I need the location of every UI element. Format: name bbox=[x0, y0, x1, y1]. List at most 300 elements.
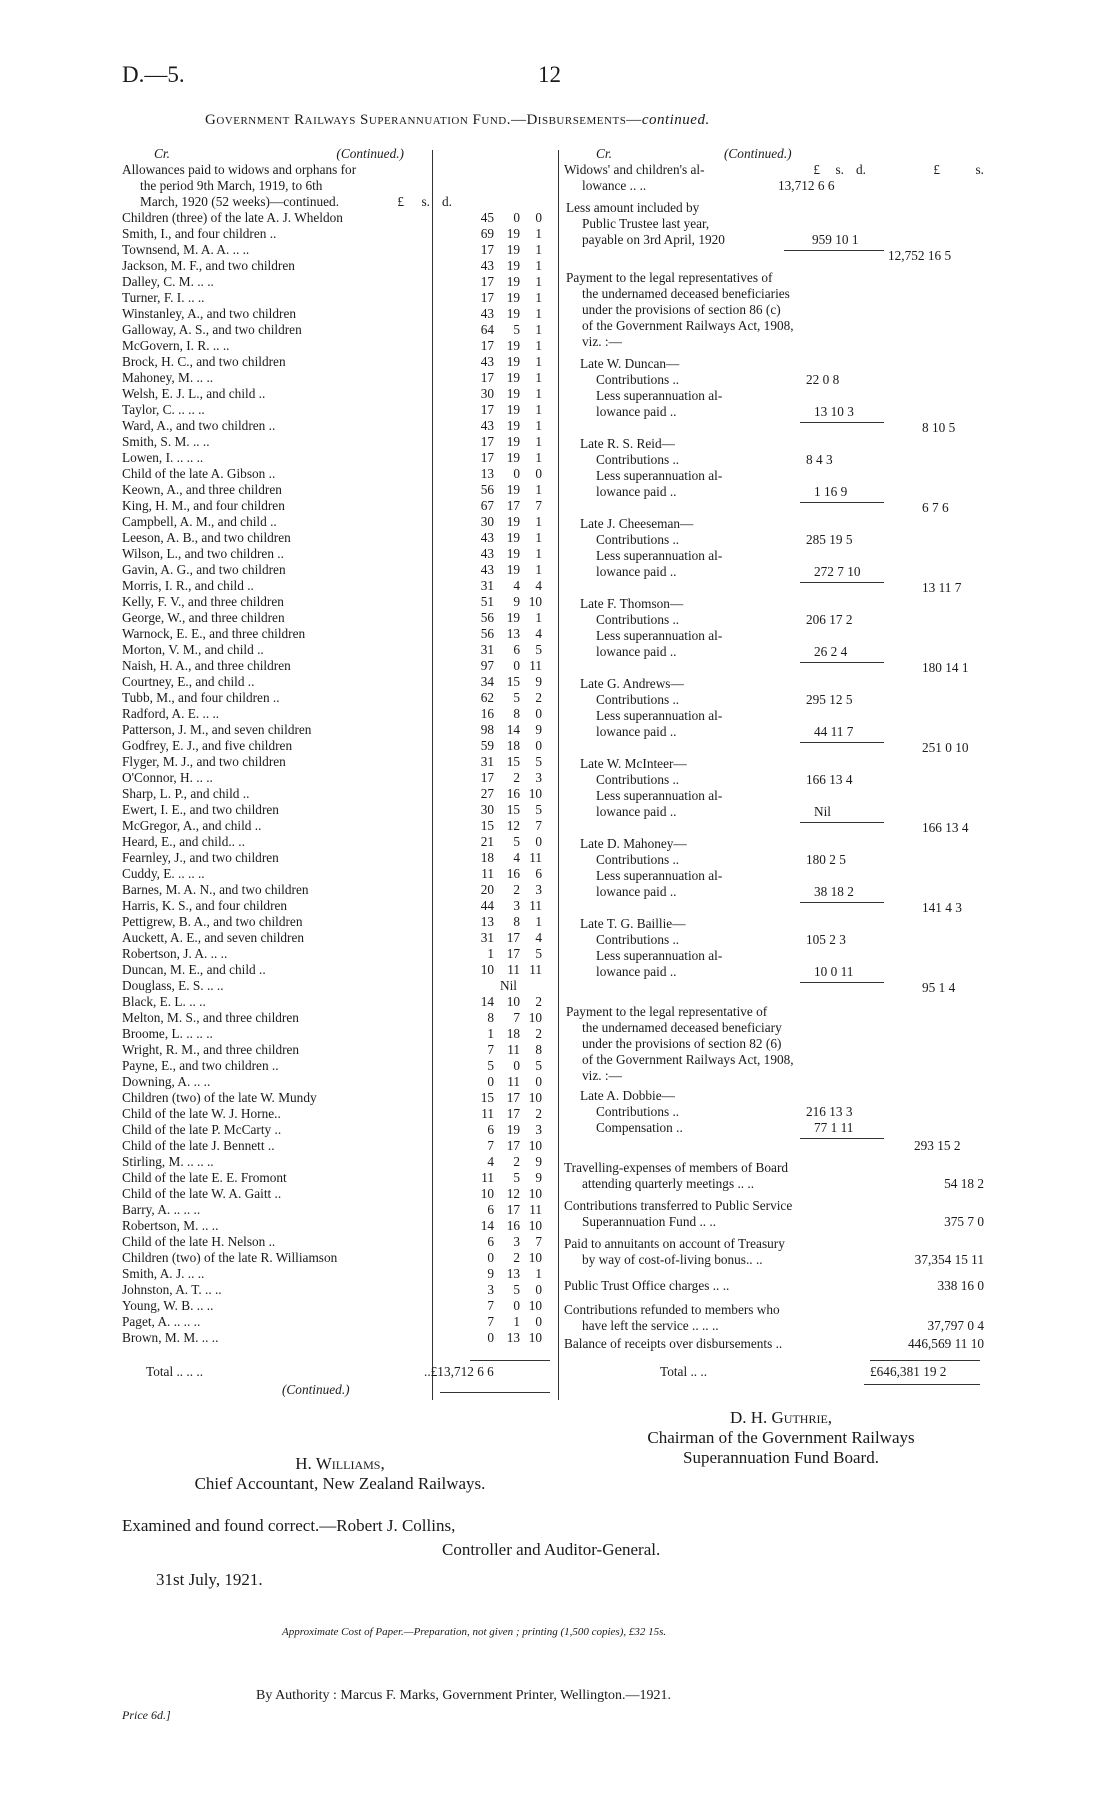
allowance-row bbox=[122, 1330, 554, 1346]
pounds: 14 bbox=[480, 994, 494, 1009]
estate-net-amount: 251 0 10 bbox=[922, 740, 969, 755]
pounds: 31 bbox=[480, 642, 494, 657]
pounds: 98 bbox=[480, 722, 494, 737]
allowance-row bbox=[122, 418, 554, 434]
beneficiary-name: Brown, M. M. .. .. bbox=[122, 1330, 219, 1345]
allowance-row bbox=[122, 450, 554, 466]
pounds: 7 bbox=[487, 1138, 494, 1153]
pence: 1 bbox=[535, 562, 542, 577]
estate-net-amount: 13 11 7 bbox=[922, 580, 962, 595]
left-cr: Cr. bbox=[154, 146, 170, 161]
williams-signature bbox=[150, 1454, 530, 1494]
beneficiary-name: Wilson, L., and two children .. bbox=[122, 546, 284, 561]
allowance-paid-label: lowance paid .. bbox=[596, 404, 677, 419]
allowance-row bbox=[122, 434, 554, 450]
pounds: 20 bbox=[480, 882, 494, 897]
beneficiary-name: Brock, H. C., and two children bbox=[122, 354, 286, 369]
allowance-row bbox=[122, 1202, 554, 1218]
allowance-row bbox=[122, 1266, 554, 1282]
pounds: 21 bbox=[480, 834, 494, 849]
pence: 10 bbox=[528, 1298, 542, 1313]
disbursement-label: Superannuation Fund .. .. bbox=[582, 1214, 717, 1229]
contributions-amount: 285 19 5 bbox=[806, 532, 853, 547]
allowance-row bbox=[122, 530, 554, 546]
pounds: 13 bbox=[480, 466, 494, 481]
dobbie-name: Late A. Dobbie— bbox=[580, 1088, 675, 1103]
beneficiary-name: McGregor, A., and child .. bbox=[122, 818, 262, 833]
allowance-row bbox=[122, 210, 554, 226]
pence: 8 bbox=[535, 1042, 542, 1057]
pence: 10 bbox=[528, 594, 542, 609]
estate-net-amount: 141 4 3 bbox=[922, 900, 962, 915]
pence: 1 bbox=[535, 226, 542, 241]
left-total-label: Total .. .. .. bbox=[146, 1364, 204, 1379]
estate-net-amount: 95 1 4 bbox=[922, 980, 956, 995]
pounds: 7 bbox=[487, 1042, 494, 1057]
allowance-row bbox=[122, 754, 554, 770]
pounds: 0 bbox=[487, 1330, 494, 1345]
pounds: 0 bbox=[487, 1250, 494, 1265]
rule bbox=[800, 902, 884, 903]
contributions-amount: 166 13 4 bbox=[806, 772, 853, 787]
allowance-row bbox=[122, 226, 554, 242]
disbursement-amount: 446,569 11 10 bbox=[908, 1336, 984, 1351]
allowance-row bbox=[122, 1042, 554, 1058]
pence: 1 bbox=[535, 434, 542, 449]
shillings: 0 bbox=[513, 658, 520, 673]
beneficiary-name: Patterson, J. M., and seven children bbox=[122, 722, 312, 737]
pounds: 44 bbox=[480, 898, 494, 913]
shillings: 3 bbox=[513, 898, 520, 913]
allowance-row bbox=[122, 850, 554, 866]
title-continued: continued. bbox=[641, 112, 710, 128]
shillings: 19 bbox=[506, 530, 520, 545]
pounds: 62 bbox=[480, 690, 494, 705]
beneficiary-name: Black, E. L. .. .. bbox=[122, 994, 206, 1009]
pounds: 10 bbox=[480, 962, 494, 977]
beneficiary-name: Pettigrew, B. A., and two children bbox=[122, 914, 303, 929]
left-caption bbox=[154, 146, 404, 162]
disbursement-label: by way of cost-of-living bonus.. .. bbox=[582, 1252, 763, 1267]
shillings: 2 bbox=[513, 1154, 520, 1169]
beneficiary-name: Sharp, L. P., and child .. bbox=[122, 786, 250, 801]
allowance-row bbox=[122, 1250, 554, 1266]
shillings: 19 bbox=[506, 354, 520, 369]
less-line-2: Public Trustee last year, bbox=[582, 216, 710, 231]
total-double-rule bbox=[864, 1384, 980, 1385]
pence: 2 bbox=[535, 690, 542, 705]
pence: 7 bbox=[535, 818, 542, 833]
left-intro bbox=[122, 162, 452, 210]
nil-amount: Nil bbox=[500, 978, 517, 993]
beneficiary-name: Jackson, M. F., and two children bbox=[122, 258, 295, 273]
shillings: 19 bbox=[506, 610, 520, 625]
shillings: 11 bbox=[507, 1074, 520, 1089]
shillings: 18 bbox=[506, 1026, 520, 1041]
allowance-row bbox=[122, 866, 554, 882]
pounds: 17 bbox=[480, 770, 494, 785]
pounds: 7 bbox=[487, 1298, 494, 1313]
pounds: 4 bbox=[487, 1154, 494, 1169]
pounds: 31 bbox=[480, 578, 494, 593]
auditor-title: Controller and Auditor-General. bbox=[442, 1540, 661, 1559]
pounds: 6 bbox=[487, 1122, 494, 1137]
allowance-row bbox=[122, 1154, 554, 1170]
allowance-paid-label: lowance paid .. bbox=[596, 484, 677, 499]
pence: 1 bbox=[535, 1266, 542, 1281]
pence: 1 bbox=[535, 322, 542, 337]
pounds: 5 bbox=[487, 1058, 494, 1073]
pounds: 45 bbox=[480, 210, 494, 225]
pounds: 17 bbox=[480, 402, 494, 417]
beneficiary-name: Flyger, M. J., and two children bbox=[122, 754, 286, 769]
beneficiary-name: Children (three) of the late A. J. Wheldon bbox=[122, 210, 343, 225]
less-superannuation-label: Less superannuation al- bbox=[596, 548, 723, 563]
beneficiary-name: Child of the late W. A. Gaitt .. bbox=[122, 1186, 282, 1201]
disbursement-label: Paid to annuitants on account of Treasury bbox=[564, 1236, 785, 1251]
allowance-row bbox=[122, 770, 554, 786]
estate-name: Late F. Thomson— bbox=[580, 596, 684, 611]
pounds: 17 bbox=[480, 450, 494, 465]
allowance-row bbox=[122, 658, 554, 674]
pence: 9 bbox=[535, 722, 542, 737]
pence: 7 bbox=[535, 498, 542, 513]
pounds: 11 bbox=[481, 1170, 494, 1185]
disbursement-label: attending quarterly meetings .. .. bbox=[582, 1176, 755, 1191]
pence: 3 bbox=[535, 882, 542, 897]
beneficiary-name: Campbell, A. M., and child .. bbox=[122, 514, 277, 529]
pounds: 43 bbox=[480, 354, 494, 369]
disbursement-label: Contributions refunded to members who bbox=[564, 1302, 780, 1317]
beneficiary-name: Heard, E., and child.. .. bbox=[122, 834, 245, 849]
pence: 6 bbox=[535, 866, 542, 881]
pounds: 9 bbox=[487, 1266, 494, 1281]
shillings: 17 bbox=[506, 1202, 520, 1217]
pence: 1 bbox=[535, 290, 542, 305]
beneficiary-name: Child of the late E. E. Fromont bbox=[122, 1170, 287, 1185]
pence: 10 bbox=[528, 1138, 542, 1153]
estate-name: Late W. McInteer— bbox=[580, 756, 687, 771]
beneficiary-name: McGovern, I. R. .. .. bbox=[122, 338, 230, 353]
beneficiary-name: Young, W. B. .. .. bbox=[122, 1298, 214, 1313]
allowance-row bbox=[122, 514, 554, 530]
payment-intro-line: viz. :— bbox=[582, 1068, 622, 1083]
widows-label-1: Widows' and children's al- bbox=[564, 162, 705, 177]
shillings: 15 bbox=[506, 802, 520, 817]
allowance-row bbox=[122, 1090, 554, 1106]
beneficiary-name: Child of the late A. Gibson .. bbox=[122, 466, 276, 481]
shillings: 19 bbox=[506, 482, 520, 497]
shillings: 19 bbox=[506, 370, 520, 385]
beneficiary-name: Cuddy, E. .. .. .. bbox=[122, 866, 205, 881]
allowance-row bbox=[122, 546, 554, 562]
disbursement-amount: 37,354 15 11 bbox=[914, 1252, 984, 1267]
pounds: 17 bbox=[480, 338, 494, 353]
col-lsd-header: £ s. d. bbox=[813, 162, 866, 177]
rule bbox=[800, 662, 884, 663]
allowance-list bbox=[122, 210, 554, 1346]
pence: 9 bbox=[535, 674, 542, 689]
shillings: 19 bbox=[506, 258, 520, 273]
guthrie-title: Superannuation Fund Board. bbox=[683, 1448, 879, 1467]
less-line-3: payable on 3rd April, 1920 bbox=[582, 232, 725, 247]
allowance-row bbox=[122, 962, 554, 978]
shillings: 17 bbox=[506, 930, 520, 945]
pence: 1 bbox=[535, 338, 542, 353]
intro-line: Allowances paid to widows and orphans for bbox=[122, 162, 357, 177]
shillings: 2 bbox=[513, 882, 520, 897]
less-superannuation-label: Less superannuation al- bbox=[596, 948, 723, 963]
allowance-row bbox=[122, 1186, 554, 1202]
allowance-row bbox=[122, 1218, 554, 1234]
allowance-row bbox=[122, 274, 554, 290]
allowance-row bbox=[122, 498, 554, 514]
disbursement-label: Balance of receipts over disbursements .. bbox=[564, 1336, 783, 1351]
allowance-row bbox=[122, 1298, 554, 1314]
price-note: Price 6d.] bbox=[122, 1708, 171, 1722]
beneficiary-name: O'Connor, H. .. .. bbox=[122, 770, 213, 785]
pence: 5 bbox=[535, 642, 542, 657]
pence: 1 bbox=[535, 306, 542, 321]
allowance-row bbox=[122, 946, 554, 962]
beneficiary-name: Warnock, E. E., and three children bbox=[122, 626, 306, 641]
pounds: 56 bbox=[480, 482, 494, 497]
contributions-label: Contributions .. bbox=[596, 852, 680, 867]
pence: 0 bbox=[535, 706, 542, 721]
beneficiary-name: Galloway, A. S., and two children bbox=[122, 322, 302, 337]
less-superannuation-label: Less superannuation al- bbox=[596, 468, 723, 483]
pence: 1 bbox=[535, 354, 542, 369]
allowance-row bbox=[122, 1058, 554, 1074]
pence: 4 bbox=[535, 578, 542, 593]
pounds: 59 bbox=[480, 738, 494, 753]
allowance-paid-label: lowance paid .. bbox=[596, 964, 677, 979]
pence: 5 bbox=[535, 946, 542, 961]
estate-net-amount: 6 7 6 bbox=[922, 500, 949, 515]
dobbie-contrib-label: Contributions .. bbox=[596, 1104, 680, 1119]
shillings: 3 bbox=[513, 1234, 520, 1249]
examined-line: Examined and found correct.—Robert J. Collins, bbox=[122, 1516, 456, 1535]
pence: 4 bbox=[535, 626, 542, 641]
pounds: 0 bbox=[487, 1074, 494, 1089]
pounds: 17 bbox=[480, 290, 494, 305]
disbursement-label: Contributions transferred to Public Service bbox=[564, 1198, 793, 1213]
pounds: 43 bbox=[480, 306, 494, 321]
pounds: 97 bbox=[480, 658, 494, 673]
shillings: 19 bbox=[506, 514, 520, 529]
pence: 10 bbox=[528, 786, 542, 801]
shillings: 12 bbox=[506, 818, 520, 833]
pence: 0 bbox=[535, 738, 542, 753]
shillings: 8 bbox=[513, 706, 520, 721]
pounds: 27 bbox=[480, 786, 494, 801]
beneficiary-name: Robertson, M. .. .. bbox=[122, 1218, 219, 1233]
beneficiary-name: Morris, I. R., and child .. bbox=[122, 578, 254, 593]
allowance-row bbox=[122, 1234, 554, 1250]
beneficiary-name: Smith, I., and four children .. bbox=[122, 226, 277, 241]
pence: 11 bbox=[529, 962, 542, 977]
shillings: 0 bbox=[513, 466, 520, 481]
shillings: 17 bbox=[506, 946, 520, 961]
beneficiary-name: Stirling, M. .. .. .. bbox=[122, 1154, 214, 1169]
pence: 9 bbox=[535, 1170, 542, 1185]
beneficiary-name: Townsend, M. A. A. .. .. bbox=[122, 242, 250, 257]
estate-net-amount: 166 13 4 bbox=[922, 820, 969, 835]
shillings: 11 bbox=[507, 1042, 520, 1057]
allowance-row bbox=[122, 386, 554, 402]
allowance-row bbox=[122, 738, 554, 754]
allowance-row bbox=[122, 610, 554, 626]
pence: 10 bbox=[528, 1330, 542, 1345]
allowance-row bbox=[122, 674, 554, 690]
beneficiary-name: Dalley, C. M. .. .. bbox=[122, 274, 214, 289]
examined-date: 31st July, 1921. bbox=[156, 1570, 263, 1589]
rule bbox=[800, 1138, 884, 1139]
contributions-amount: 8 4 3 bbox=[806, 452, 833, 467]
pence: 10 bbox=[528, 1186, 542, 1201]
shillings: 8 bbox=[513, 914, 520, 929]
beneficiary-name: Barnes, M. A. N., and two children bbox=[122, 882, 309, 897]
contributions-label: Contributions .. bbox=[596, 692, 680, 707]
shillings: 5 bbox=[513, 322, 520, 337]
right-cr: Cr. bbox=[596, 146, 612, 161]
pence: 1 bbox=[535, 370, 542, 385]
pounds: 1 bbox=[487, 1026, 494, 1041]
right-total-label: Total .. .. bbox=[660, 1364, 708, 1379]
pence: 2 bbox=[535, 994, 542, 1009]
pounds: 64 bbox=[480, 322, 494, 337]
pounds: 6 bbox=[487, 1202, 494, 1217]
allowance-row bbox=[122, 642, 554, 658]
pounds: 1 bbox=[487, 946, 494, 961]
pounds: 31 bbox=[480, 930, 494, 945]
allowance-row bbox=[122, 322, 554, 338]
pounds: 8 bbox=[487, 1010, 494, 1025]
pounds: 56 bbox=[480, 610, 494, 625]
allowance-paid-amount: 272 7 10 bbox=[814, 564, 861, 579]
pounds: 30 bbox=[480, 386, 494, 401]
beneficiary-name: Robertson, J. A. .. .. bbox=[122, 946, 228, 961]
left-column bbox=[122, 146, 554, 1346]
disbursement-amount: 338 16 0 bbox=[937, 1278, 984, 1293]
shillings: 6 bbox=[513, 642, 520, 657]
allowance-row bbox=[122, 978, 554, 994]
pence: 1 bbox=[535, 386, 542, 401]
estate-name: Late W. Duncan— bbox=[580, 356, 680, 371]
pence: 7 bbox=[535, 1234, 542, 1249]
beneficiary-name: Broome, L. .. .. .. bbox=[122, 1026, 213, 1041]
beneficiary-name: Wright, R. M., and three children bbox=[122, 1042, 300, 1057]
pence: 2 bbox=[535, 1106, 542, 1121]
less-line-1: Less amount included by bbox=[566, 200, 700, 215]
less-superannuation-label: Less superannuation al- bbox=[596, 388, 723, 403]
allowance-paid-amount: 1 16 9 bbox=[814, 484, 848, 499]
estate-net-amount: 8 10 5 bbox=[922, 420, 956, 435]
less-amount: 959 10 1 bbox=[812, 232, 859, 247]
payment-intro-line: Payment to the legal representative of bbox=[566, 1004, 768, 1019]
beneficiary-name: Ewert, I. E., and two children bbox=[122, 802, 279, 817]
allowance-paid-amount: 10 0 11 bbox=[814, 964, 854, 979]
allowance-row bbox=[122, 370, 554, 386]
page-title bbox=[205, 112, 710, 129]
pence: 9 bbox=[535, 1154, 542, 1169]
shillings: 19 bbox=[506, 338, 520, 353]
allowance-paid-label: lowance paid .. bbox=[596, 564, 677, 579]
shillings: 18 bbox=[506, 738, 520, 753]
allowance-row bbox=[122, 1170, 554, 1186]
beneficiary-name: Morton, V. M., and child .. bbox=[122, 642, 264, 657]
less-superannuation-label: Less superannuation al- bbox=[596, 708, 723, 723]
beneficiary-name: Turner, F. I. .. .. bbox=[122, 290, 205, 305]
shillings: 16 bbox=[506, 866, 520, 881]
allowance-row bbox=[122, 914, 554, 930]
allowance-row bbox=[122, 1314, 554, 1330]
beneficiary-name: Leeson, A. B., and two children bbox=[122, 530, 291, 545]
allowance-row bbox=[122, 402, 554, 418]
pence: 1 bbox=[535, 418, 542, 433]
allowance-row bbox=[122, 1010, 554, 1026]
beneficiary-name: Paget, A. .. .. .. bbox=[122, 1314, 201, 1329]
estate-name: Late G. Andrews— bbox=[580, 676, 684, 691]
shillings: 13 bbox=[506, 1266, 520, 1281]
beneficiary-name: Taylor, C. .. .. .. bbox=[122, 402, 205, 417]
pence: 1 bbox=[535, 514, 542, 529]
beneficiary-name: Gavin, A. G., and two children bbox=[122, 562, 286, 577]
beneficiary-name: Child of the late H. Nelson .. bbox=[122, 1234, 276, 1249]
pence: 3 bbox=[535, 770, 542, 785]
pence: 10 bbox=[528, 1010, 542, 1025]
pounds: 10 bbox=[480, 1186, 494, 1201]
beneficiary-name: Naish, H. A., and three children bbox=[122, 658, 291, 673]
allowance-row bbox=[122, 1074, 554, 1090]
pence: 1 bbox=[535, 258, 542, 273]
allowance-row bbox=[122, 994, 554, 1010]
estate-net-amount: 180 14 1 bbox=[922, 660, 969, 675]
cost-note: Approximate Cost of Paper.—Preparation, not given ; printing (1,500 copies), £32 15s. bbox=[282, 1626, 667, 1638]
rule bbox=[800, 422, 884, 423]
contributions-label: Contributions .. bbox=[596, 612, 680, 627]
pounds: 15 bbox=[480, 1090, 494, 1105]
williams-name: H. Williams, bbox=[295, 1454, 385, 1473]
payment-intro-line: of the Government Railways Act, 1908, bbox=[582, 318, 794, 333]
shillings: 17 bbox=[506, 498, 520, 513]
shillings: 0 bbox=[513, 1058, 520, 1073]
pence: 0 bbox=[535, 466, 542, 481]
shillings: 19 bbox=[506, 274, 520, 289]
pounds: 11 bbox=[481, 866, 494, 881]
beneficiary-name: Auckett, A. E., and seven children bbox=[122, 930, 305, 945]
payment-intro-line: viz. :— bbox=[582, 334, 622, 349]
beneficiary-name: King, H. M., and four children bbox=[122, 498, 285, 513]
allowance-row bbox=[122, 482, 554, 498]
pence: 0 bbox=[535, 1282, 542, 1297]
guthrie-name: D. H. Guthrie, bbox=[729, 1408, 833, 1427]
contributions-label: Contributions .. bbox=[596, 932, 680, 947]
allowance-row bbox=[122, 802, 554, 818]
right-continued: (Continued.) bbox=[724, 146, 792, 161]
pounds: 17 bbox=[480, 370, 494, 385]
shillings: 0 bbox=[513, 1298, 520, 1313]
page-number: 12 bbox=[538, 62, 561, 87]
guthrie-signature bbox=[596, 1408, 966, 1468]
pounds: 18 bbox=[480, 850, 494, 865]
payment-intro-line: the undernamed deceased beneficiary bbox=[582, 1020, 782, 1035]
estate-name: Late T. G. Baillie— bbox=[580, 916, 686, 931]
pounds: 15 bbox=[480, 818, 494, 833]
allowance-row bbox=[122, 466, 554, 482]
beneficiary-name: George, W., and three children bbox=[122, 610, 285, 625]
total-rule bbox=[470, 1360, 550, 1361]
